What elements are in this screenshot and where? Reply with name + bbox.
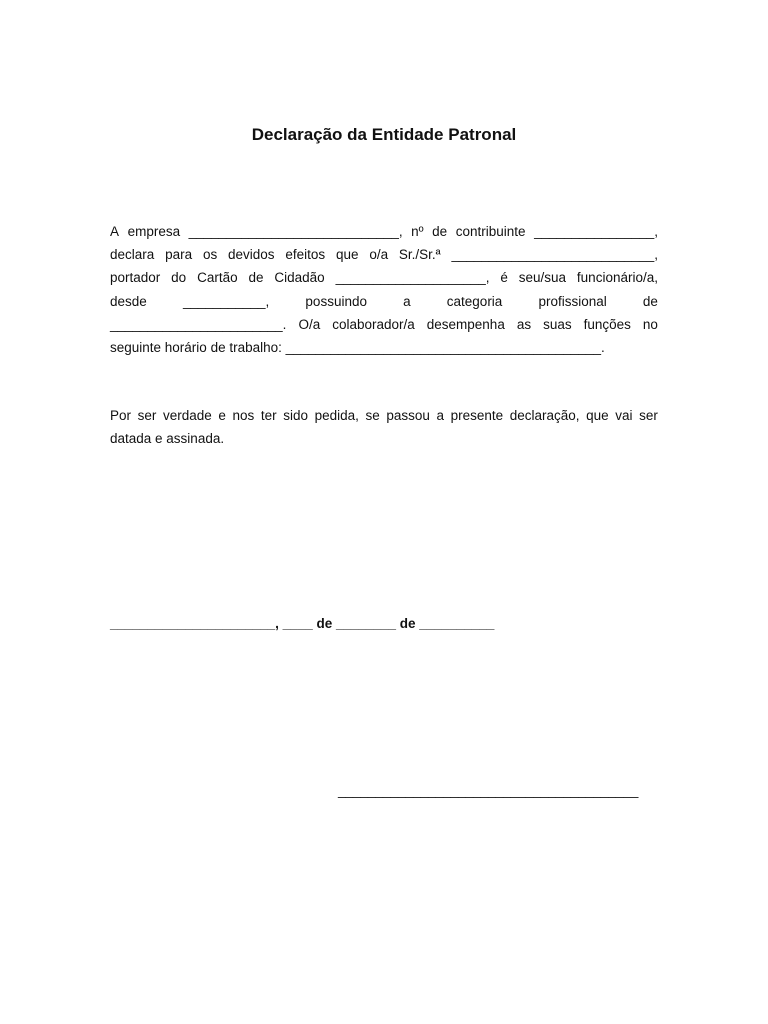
word: presente: [450, 408, 504, 423]
word: de: [432, 224, 448, 239]
word: ____________________________,: [188, 224, 403, 239]
word: ___________________________,: [451, 247, 658, 263]
word: verdade: [162, 408, 212, 423]
word: para: [165, 247, 193, 263]
word: profissional: [538, 293, 607, 309]
word: desempenha: [426, 316, 505, 332]
word: e: [218, 408, 226, 423]
word: possuindo: [305, 293, 367, 309]
word: que: [586, 408, 609, 423]
word: as: [516, 316, 532, 332]
paragraph-last-line: datada e assinada.: [110, 431, 225, 447]
word: pedida,: [314, 408, 359, 423]
word: funções: [583, 316, 631, 332]
word: do: [171, 270, 187, 286]
signature-line: ________________________________________: [338, 783, 639, 798]
word: colaborador/a: [332, 316, 415, 332]
word: de: [248, 270, 264, 286]
word: ter: [260, 408, 277, 423]
word: desde: [110, 293, 147, 309]
word: a: [403, 293, 411, 309]
word: categoria: [446, 293, 503, 309]
word: ____________________,: [335, 270, 490, 286]
word: a: [436, 408, 444, 423]
word: nº: [411, 224, 424, 239]
word: Cartão: [197, 270, 238, 286]
word: efeitos: [285, 247, 326, 263]
word: devidos: [228, 247, 275, 263]
word: O/a: [298, 316, 321, 332]
paragraph-line: [110, 266, 658, 289]
word: A: [110, 224, 120, 239]
word: ________________,: [534, 224, 658, 239]
word: os: [202, 247, 218, 263]
paragraph-line: [110, 290, 658, 313]
word: se: [365, 408, 380, 423]
document-title: Declaração da Entidade Patronal: [251, 125, 517, 144]
word: Cidadão: [274, 270, 325, 286]
word: ser: [639, 408, 658, 423]
paragraph-line: [110, 404, 658, 427]
word: que: [335, 247, 359, 263]
word: no: [642, 316, 658, 332]
paragraph-last-line: seguinte horário de trabalho: __________________________________________.: [110, 340, 605, 356]
word: sido: [283, 408, 308, 423]
word: ser: [137, 408, 157, 423]
word: o/a: [369, 247, 389, 263]
paragraph-line: [110, 243, 658, 266]
word: nos: [232, 408, 255, 423]
word: ___________,: [182, 293, 270, 309]
word: Por: [110, 408, 132, 423]
employment-paragraph: [110, 220, 658, 359]
closing-paragraph: [110, 404, 658, 450]
word: é: [500, 270, 508, 286]
word: empresa: [127, 224, 181, 239]
word: seu/sua: [518, 270, 567, 286]
word: contribuinte: [455, 224, 526, 239]
word: portador: [110, 270, 161, 286]
word: declaração,: [509, 408, 580, 423]
word: _______________________.: [110, 316, 287, 332]
word: de: [642, 293, 658, 309]
paragraph-line: [110, 220, 658, 243]
word: suas: [543, 316, 572, 332]
place-date-line: ______________________, ____ de ________ de __________: [110, 616, 495, 631]
word: declara: [110, 247, 155, 263]
word: vai: [615, 408, 633, 423]
paragraph-line: [110, 313, 658, 336]
word: passou: [386, 408, 430, 423]
word: funcionário/a,: [576, 270, 658, 286]
word: Sr./Sr.ª: [398, 247, 441, 263]
